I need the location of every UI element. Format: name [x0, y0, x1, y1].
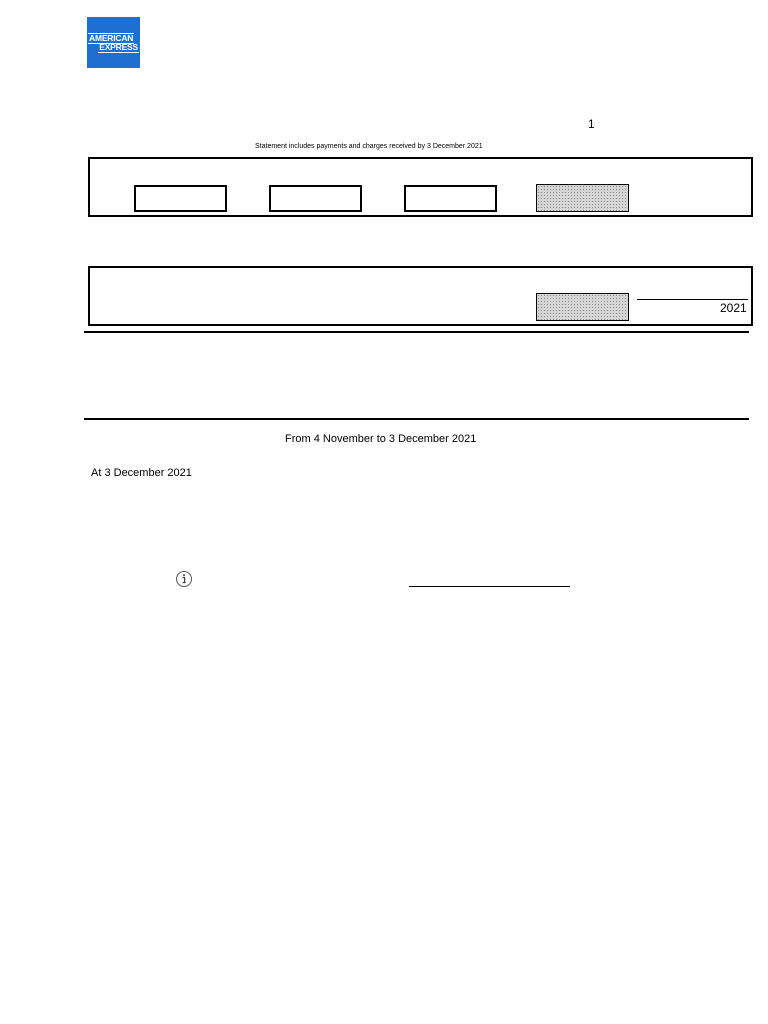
- logo-line-2: EXPRESS: [99, 41, 138, 52]
- signature-underline: [409, 586, 570, 587]
- page-number: 1: [588, 117, 595, 131]
- balance-as-at-date: At 3 December 2021: [91, 467, 192, 479]
- statement-period: From 4 November to 3 December 2021: [285, 433, 477, 445]
- due-date-year: 2021: [720, 301, 747, 315]
- statement-note: Statement includes payments and charges received by 3 December 2021: [255, 143, 483, 150]
- info-circle-icon[interactable]: [175, 570, 193, 588]
- payment-due-field: [536, 293, 629, 321]
- logo-line-1: AMERICAN: [89, 32, 134, 43]
- section-divider-bottom: [84, 418, 749, 420]
- american-express-logo: [87, 17, 140, 68]
- summary-field-3: [404, 185, 497, 212]
- section-divider-top: [84, 331, 749, 333]
- summary-field-2: [269, 185, 362, 212]
- due-date-underline: [637, 299, 748, 300]
- summary-field-1: [134, 185, 227, 212]
- payment-due-panel: [88, 266, 753, 326]
- summary-field-total: [536, 184, 629, 212]
